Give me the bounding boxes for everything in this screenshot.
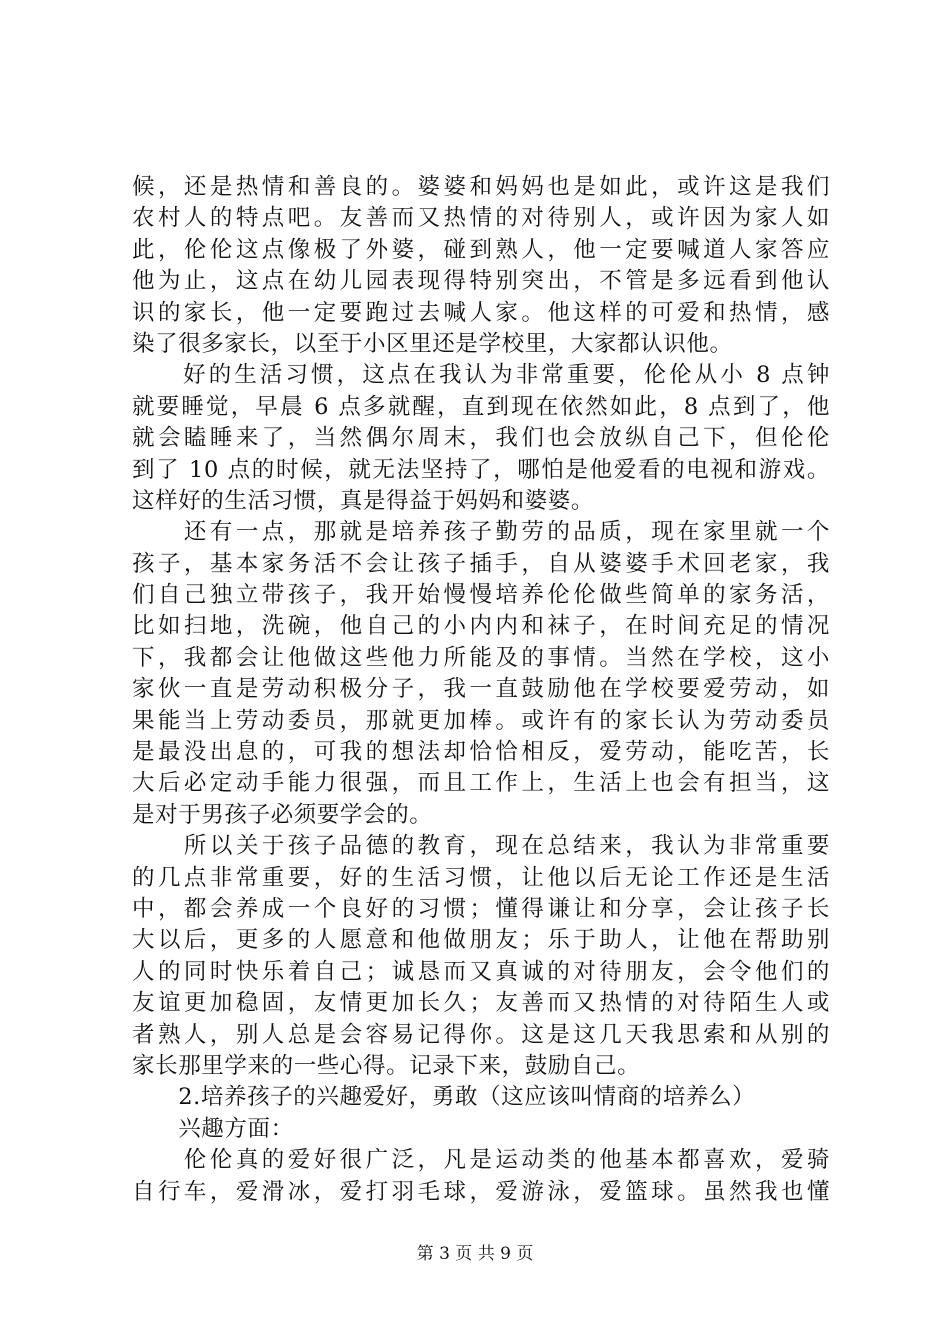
body-text — [132, 172, 830, 1208]
text-line: 还有一点，那就是培养孩子勤劳的品质，现在家里就一个 — [132, 519, 830, 546]
text-line: 家伙一直是劳动积极分子，我一直鼓励他在学校要爱劳动，如 — [132, 676, 830, 703]
text-line: 大后必定动手能力很强，而且工作上，生活上也会有担当，这 — [132, 770, 830, 797]
subsection-heading: 兴趣方面： — [132, 1115, 294, 1142]
text-line: 的几点非常重要，好的生活习惯，让他以后无论工作还是生活 — [132, 864, 830, 891]
text-line: 染了很多家长，以至于小区里还是学校里，大家都认识他。 — [132, 330, 733, 357]
text-line: 果能当上劳动委员，那就更加棒。或许有的家长认为劳动委员 — [132, 707, 830, 734]
text-line: 者熟人，别人总是会容易记得你。这是这几天我思索和从别的 — [132, 1021, 830, 1048]
text-line: 孩子，基本家务活不会让孩子插手，自从婆婆手术回老家，我 — [132, 550, 830, 577]
text-line: 是对于男孩子必须要学会的。 — [132, 801, 433, 828]
text-line: 就会瞌睡来了，当然偶尔周末，我们也会放纵自己下，但伦伦 — [132, 425, 830, 452]
text-line: 他为止，这点在幼儿园表现得特别突出，不管是多远看到他认 — [132, 268, 830, 295]
text-line: 到了 10 点的时候，就无法坚持了，哪怕是他爱看的电视和游戏。 — [132, 456, 830, 483]
text-line: 好的生活习惯，这点在我认为非常重要，伦伦从小 8 点钟 — [132, 362, 830, 389]
text-line: 就要睡觉，早晨 6 点多就醒，直到现在依然如此，8 点到了，他 — [132, 393, 830, 420]
text-line: 友谊更加稳固，友情更加长久；友善而又热情的对待陌生人或 — [132, 990, 830, 1017]
text-line: 大以后，更多的人愿意和他做朋友；乐于助人，让他在帮助别 — [132, 927, 830, 954]
text-line: 识的家长，他一定要跑过去喊人家。他这样的可爱和热情，感 — [132, 299, 830, 326]
page-number-footer: 第 3 页 共 9 页 — [416, 1244, 534, 1264]
text-line: 候，还是热情和善良的。婆婆和妈妈也是如此，或许这是我们 — [132, 174, 830, 200]
text-line: 下，我都会让他做这些他力所能及的事情。当然在学校，这小 — [132, 644, 830, 671]
text-line: 这样好的生活习惯，真是得益于妈妈和婆婆。 — [132, 487, 595, 514]
text-line: 自行车，爱滑冰，爱打羽毛球，爱游泳，爱篮球。虽然我也懂 — [132, 1178, 830, 1205]
text-line: 家长那里学来的一些心得。记录下来，鼓励自己。 — [132, 1052, 641, 1079]
text-line: 此，伦伦这点像极了外婆，碰到熟人，他一定要喊道人家答应 — [132, 236, 830, 263]
text-line: 们自己独立带孩子，我开始慢慢培养伦伦做些简单的家务活， — [132, 582, 830, 609]
text-line: 人的同时快乐着自己；诚恳而又真诚的对待朋友，会令他们的 — [132, 958, 830, 985]
text-line: 伦伦真的爱好很广泛，凡是运动类的他基本都喜欢，爱骑 — [132, 1147, 830, 1174]
text-line: 所以关于孩子品德的教育，现在总结来，我认为非常重要 — [132, 833, 830, 860]
text-line: 农村人的特点吧。友善而又热情的对待别人，或许因为家人如 — [132, 205, 830, 232]
section-heading: 2.培养孩子的兴趣爱好，勇敢（这应该叫情商的培养么） — [132, 1084, 756, 1111]
text-line: 中，都会养成一个良好的习惯；懂得谦让和分享，会让孩子长 — [132, 895, 830, 922]
text-line: 比如扫地，洗碗，他自己的小内内和袜子，在时间充足的情况 — [132, 613, 830, 640]
text-line: 是最没出息的，可我的想法却恰恰相反，爱劳动，能吃苦，长 — [132, 739, 830, 766]
